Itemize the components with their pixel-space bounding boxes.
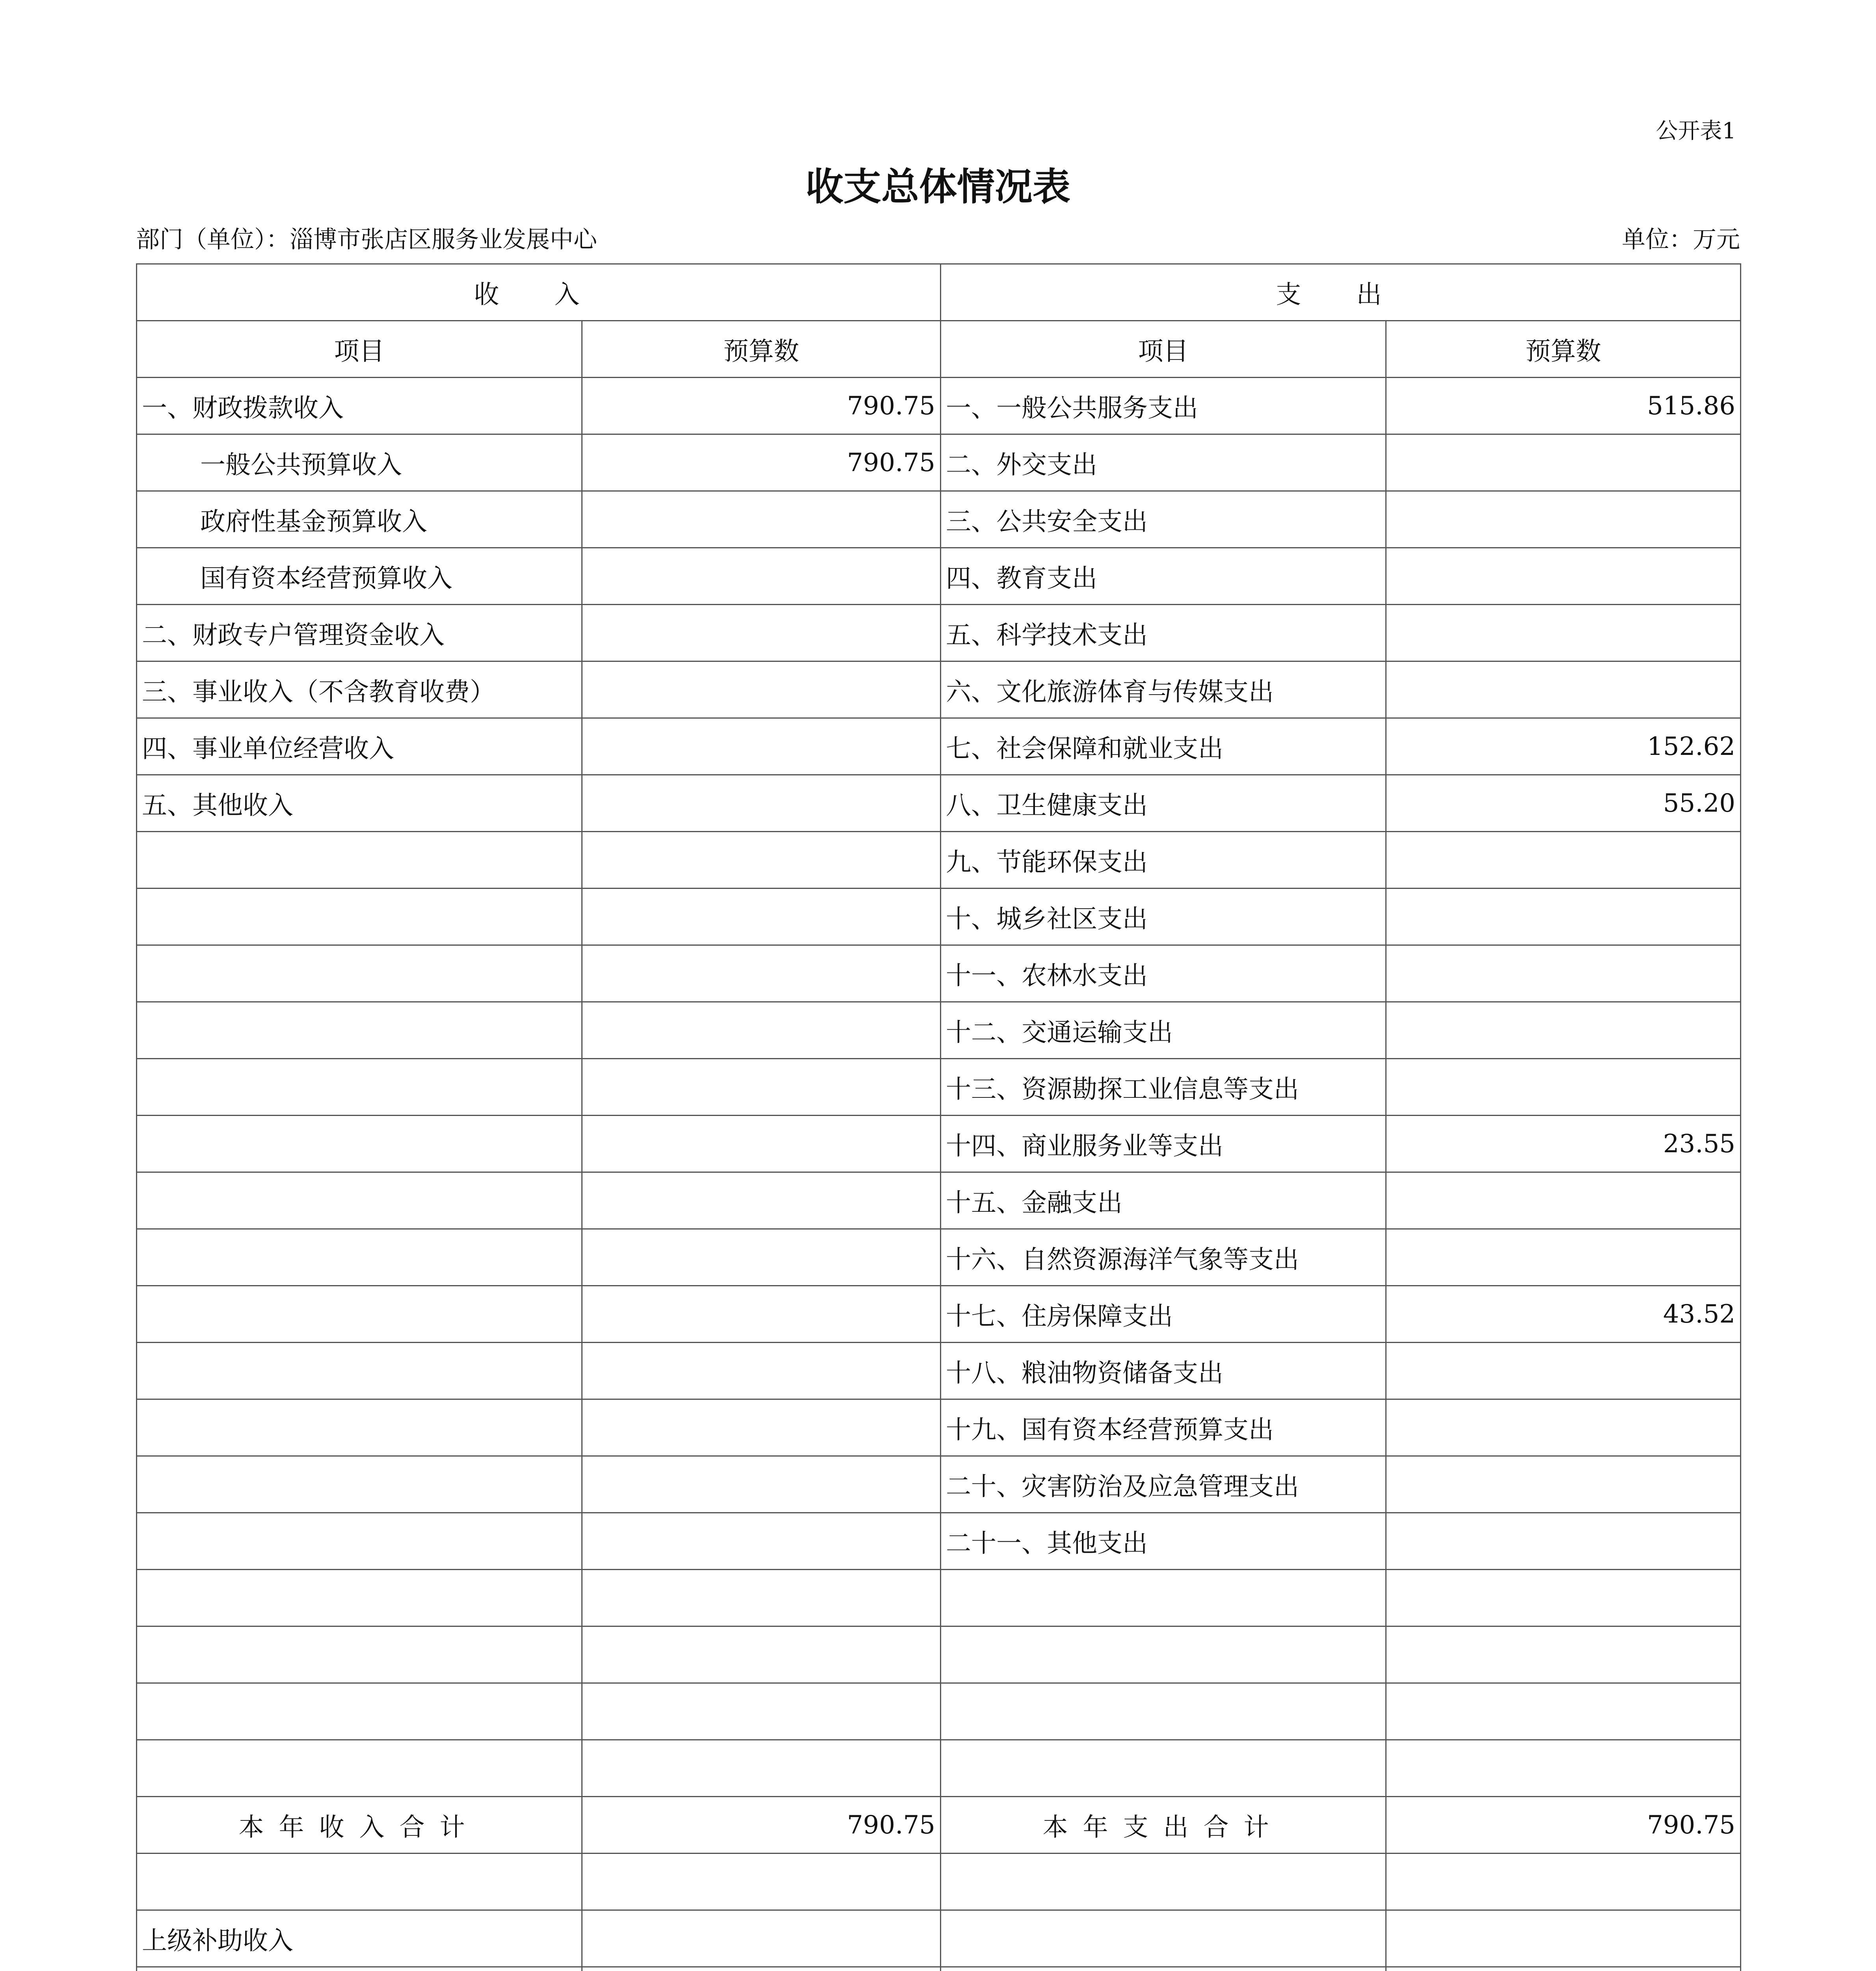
table-row [137, 1513, 1741, 1570]
expense-item-cell [941, 1683, 1386, 1740]
expense-value-cell [1386, 1399, 1741, 1456]
income-item-header: 项目 [137, 321, 582, 378]
form-label: 公开表1 [1656, 118, 1736, 144]
income-item-cell [137, 945, 582, 1002]
income-item-cell: 上级补助收入 [137, 1910, 582, 1967]
expense-item-cell: 十六、自然资源海洋气象等支出 [941, 1229, 1386, 1286]
expense-value-cell [1386, 1002, 1741, 1059]
income-item-cell: 三、事业收入（不含教育收费） [137, 661, 582, 718]
expense-value-cell [1386, 434, 1741, 491]
table-row [137, 1286, 1741, 1343]
table-row [137, 1116, 1741, 1172]
expense-value-cell [1386, 1059, 1741, 1116]
table-row [137, 718, 1741, 775]
table-row [137, 1910, 1741, 1967]
expense-item-cell: 二十、灾害防治及应急管理支出 [941, 1456, 1386, 1513]
income-item-cell [137, 1116, 582, 1172]
income-item-cell [137, 1740, 582, 1797]
expense-item-cell: 七、社会保障和就业支出 [941, 718, 1386, 775]
table-row [137, 605, 1741, 661]
expense-value-cell: 55.20 [1386, 775, 1741, 832]
income-value-cell [582, 889, 941, 945]
expense-item-cell: 本年支出合计 [941, 1797, 1386, 1854]
income-item-cell: 政府性基金预算收入 [137, 491, 582, 548]
expense-value-cell [1386, 889, 1741, 945]
income-section-header: 收 入 [137, 264, 941, 321]
income-value-cell [582, 1059, 941, 1116]
table-row [137, 1683, 1741, 1740]
expense-item-cell: 三、公共安全支出 [941, 491, 1386, 548]
expense-item-cell: 十七、住房保障支出 [941, 1286, 1386, 1343]
expense-value-cell [1386, 1513, 1741, 1570]
income-item-cell [137, 1229, 582, 1286]
expense-item-cell: 五、科学技术支出 [941, 605, 1386, 661]
income-value-cell [582, 1172, 941, 1229]
income-item-cell [137, 1286, 582, 1343]
column-header-row [137, 321, 1741, 378]
budget-table [136, 263, 1741, 1971]
income-value-cell [582, 775, 941, 832]
expense-item-cell: 一、一般公共服务支出 [941, 378, 1386, 434]
expense-value-cell [1386, 1456, 1741, 1513]
income-item-cell [137, 1967, 582, 1971]
table-row [137, 1456, 1741, 1513]
income-item-cell [137, 1172, 582, 1229]
expense-item-cell: 十八、粮油物资储备支出 [941, 1343, 1386, 1399]
expense-item-cell [941, 1910, 1386, 1967]
expense-value-cell [1386, 945, 1741, 1002]
income-value-cell [582, 1967, 941, 1971]
expense-value-cell [1386, 1570, 1741, 1626]
expense-value-cell: 790.75 [1386, 1797, 1741, 1854]
expense-value-cell [1386, 1854, 1741, 1910]
income-item-cell [137, 889, 582, 945]
expense-value-cell [1386, 1910, 1741, 1967]
income-item-cell [137, 1626, 582, 1683]
expense-item-cell [941, 1967, 1386, 1971]
table-row [137, 1626, 1741, 1683]
income-budget-header: 预算数 [582, 321, 941, 378]
income-value-cell: 790.75 [582, 1797, 941, 1854]
table-row [137, 1002, 1741, 1059]
expense-item-cell: 八、卫生健康支出 [941, 775, 1386, 832]
table-row [137, 378, 1741, 434]
expense-item-cell: 十五、金融支出 [941, 1172, 1386, 1229]
table-row [137, 434, 1741, 491]
page-title: 收支总体情况表 [806, 165, 1070, 209]
expense-value-cell [1386, 1229, 1741, 1286]
table-row [137, 1967, 1741, 1971]
income-value-cell [582, 1626, 941, 1683]
income-value-cell [582, 1513, 941, 1570]
expense-item-cell [941, 1626, 1386, 1683]
expense-item-cell: 二十一、其他支出 [941, 1513, 1386, 1570]
income-value-cell [582, 605, 941, 661]
expense-budget-header: 预算数 [1386, 321, 1741, 378]
table-row [137, 775, 1741, 832]
income-value-cell [582, 718, 941, 775]
expense-item-cell: 十一、农林水支出 [941, 945, 1386, 1002]
income-item-cell [137, 1513, 582, 1570]
table-row [137, 491, 1741, 548]
income-item-cell [137, 1683, 582, 1740]
income-item-cell [137, 1002, 582, 1059]
income-value-cell [582, 548, 941, 605]
expense-value-cell: 23.55 [1386, 1116, 1741, 1172]
table-row [137, 1740, 1741, 1797]
income-item-cell: 二、财政专户管理资金收入 [137, 605, 582, 661]
income-value-cell [582, 1116, 941, 1172]
income-value-cell [582, 1229, 941, 1286]
income-item-cell [137, 832, 582, 889]
table-row [137, 1343, 1741, 1399]
unit-label: 单位：万元 [1622, 226, 1740, 253]
expense-value-cell: 515.86 [1386, 378, 1741, 434]
expense-item-header: 项目 [941, 321, 1386, 378]
table-row [137, 889, 1741, 945]
income-value-cell: 790.75 [582, 378, 941, 434]
income-item-cell [137, 1570, 582, 1626]
table-row [137, 945, 1741, 1002]
expense-value-cell [1386, 1626, 1741, 1683]
department-label: 部门（单位）：淄博市张店区服务业发展中心 [136, 226, 597, 253]
income-item-cell [137, 1399, 582, 1456]
expense-value-cell: 152.62 [1386, 718, 1741, 775]
expense-value-cell [1386, 832, 1741, 889]
income-value-cell [582, 945, 941, 1002]
income-value-cell [582, 661, 941, 718]
table-row [137, 548, 1741, 605]
income-item-cell: 一、财政拨款收入 [137, 378, 582, 434]
expense-value-cell [1386, 1740, 1741, 1797]
expense-item-cell: 九、节能环保支出 [941, 832, 1386, 889]
income-value-cell [582, 1002, 941, 1059]
income-value-cell [582, 1399, 941, 1456]
income-item-cell [137, 1854, 582, 1910]
income-item-cell: 本年收入合计 [137, 1797, 582, 1854]
income-value-cell [582, 1683, 941, 1740]
income-item-cell [137, 1343, 582, 1399]
expense-value-cell [1386, 491, 1741, 548]
expense-value-cell [1386, 661, 1741, 718]
table-row [137, 1399, 1741, 1456]
expense-item-cell: 四、教育支出 [941, 548, 1386, 605]
income-item-cell [137, 1456, 582, 1513]
income-value-cell [582, 1286, 941, 1343]
expense-value-cell [1386, 548, 1741, 605]
table-row [137, 1229, 1741, 1286]
income-value-cell [582, 491, 941, 548]
expense-section-header: 支 出 [941, 264, 1741, 321]
expense-value-cell [1386, 1683, 1741, 1740]
expense-item-cell: 十四、商业服务业等支出 [941, 1116, 1386, 1172]
expense-value-cell [1386, 1967, 1741, 1971]
income-value-cell [582, 1740, 941, 1797]
table-row [137, 1854, 1741, 1910]
table-row [137, 661, 1741, 718]
expense-item-cell [941, 1570, 1386, 1626]
expense-item-cell [941, 1854, 1386, 1910]
expense-item-cell: 十九、国有资本经营预算支出 [941, 1399, 1386, 1456]
section-header-row [137, 264, 1741, 321]
income-item-cell: 一般公共预算收入 [137, 434, 582, 491]
table-row [137, 1797, 1741, 1854]
table-row [137, 832, 1741, 889]
income-value-cell [582, 1456, 941, 1513]
income-value-cell [582, 1910, 941, 1967]
expense-value-cell [1386, 605, 1741, 661]
income-value-cell [582, 1343, 941, 1399]
expense-item-cell: 十二、交通运输支出 [941, 1002, 1386, 1059]
income-item-cell: 五、其他收入 [137, 775, 582, 832]
table-row [137, 1172, 1741, 1229]
income-item-cell: 四、事业单位经营收入 [137, 718, 582, 775]
income-item-cell [137, 1059, 582, 1116]
table-row [137, 1059, 1741, 1116]
expense-item-cell: 十三、资源勘探工业信息等支出 [941, 1059, 1386, 1116]
expense-item-cell: 二、外交支出 [941, 434, 1386, 491]
income-value-cell [582, 1570, 941, 1626]
income-value-cell [582, 1854, 941, 1910]
income-value-cell [582, 832, 941, 889]
expense-item-cell: 十、城乡社区支出 [941, 889, 1386, 945]
income-item-cell: 国有资本经营预算收入 [137, 548, 582, 605]
expense-value-cell [1386, 1172, 1741, 1229]
expense-item-cell [941, 1740, 1386, 1797]
expense-item-cell: 六、文化旅游体育与传媒支出 [941, 661, 1386, 718]
expense-value-cell [1386, 1343, 1741, 1399]
expense-value-cell: 43.52 [1386, 1286, 1741, 1343]
income-value-cell: 790.75 [582, 434, 941, 491]
table-row [137, 1570, 1741, 1626]
